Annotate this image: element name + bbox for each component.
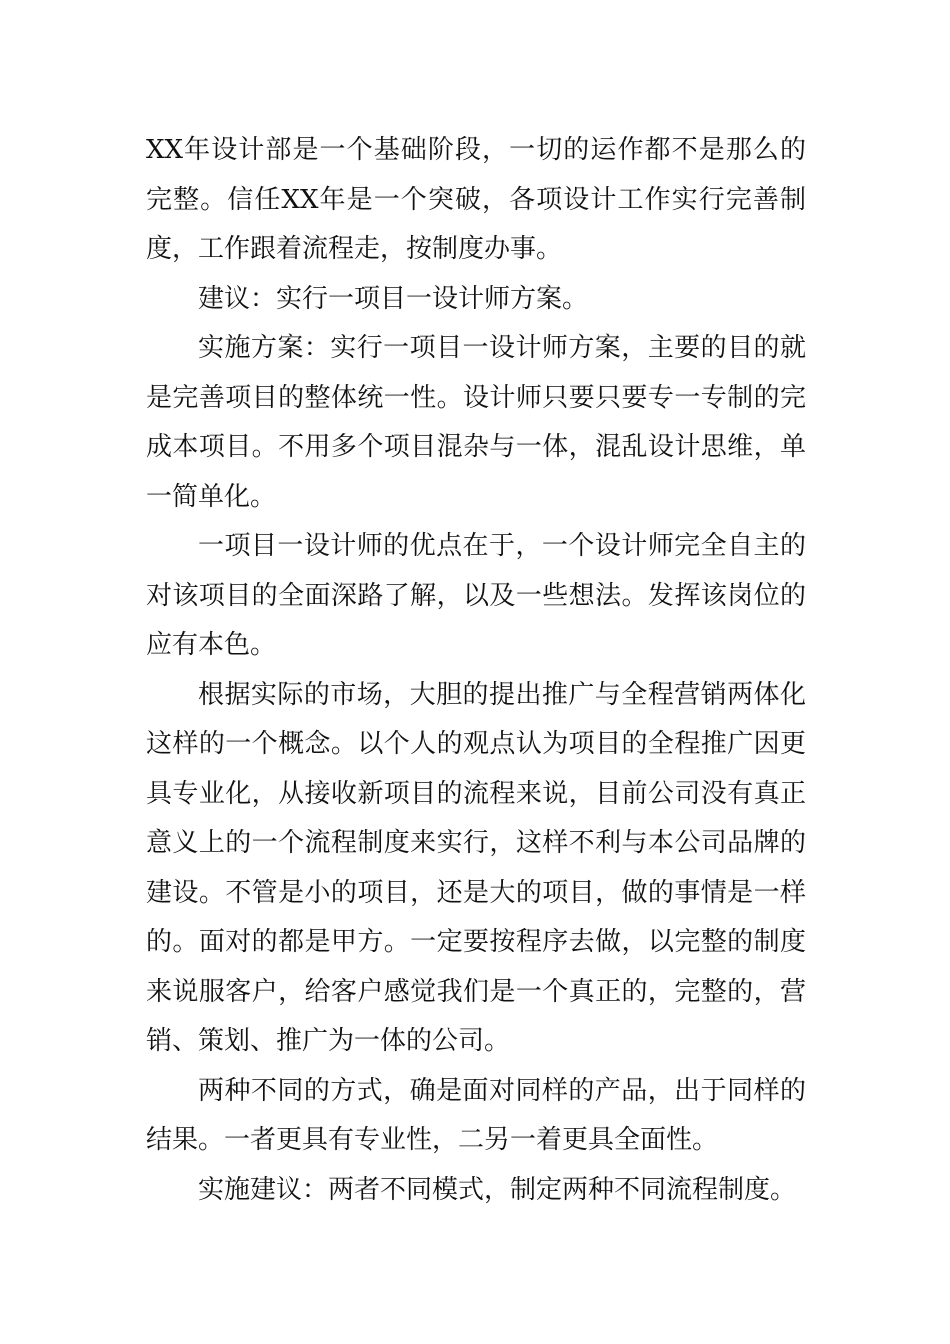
paragraph-implementation-suggestion: 实施建议：两者不同模式，制定两种不同流程制度。 [198, 1174, 797, 1205]
paragraph-two-methods: 两种不同的方式，确是面对同样的产品，出于同样的结果。一者更具有专业性，二另一着更具全面性。 [146, 1075, 806, 1155]
paragraph-market-concept: 根据实际的市场，大胆的提出推广与全程营销两体化这样的一个概念。以个人的观点认为项目的全程推广因更具专业化，从接收新项目的流程来说，目前公司没有真正意义上的一个流程制度来实行，这样不利与本公司品牌的建设。不管是小的项目，还是大的项目，做的事情是一样的。面对的都是甲方。一定要按程序去做，以完整的制度来说服客户，给客户感觉我们是一个真正的，完整的，营销、策划、推广为一体的公司。 [146, 679, 806, 1056]
document-body [146, 126, 806, 1215]
paragraph-implementation-plan: 实施方案：实行一项目一设计师方案，主要的目的就是完善项目的整体统一性。设计师只要只要专一专制的完成本项目。不用多个项目混杂与一体，混乱设计思维，单一简单化。 [146, 333, 806, 512]
paragraph-intro: XX年设计部是一个基础阶段，一切的运作都不是那么的完整。信任XX年是一个突破，各项设计工作实行完善制度，工作跟着流程走，按制度办事。 [146, 135, 806, 264]
paragraph-suggestion: 建议：实行一项目一设计师方案。 [198, 283, 589, 314]
paragraph-advantages: 一项目一设计师的优点在于，一个设计师完全自主的对该项目的全面深路了解，以及一些想法。发挥该岗位的应有本色。 [146, 531, 806, 660]
